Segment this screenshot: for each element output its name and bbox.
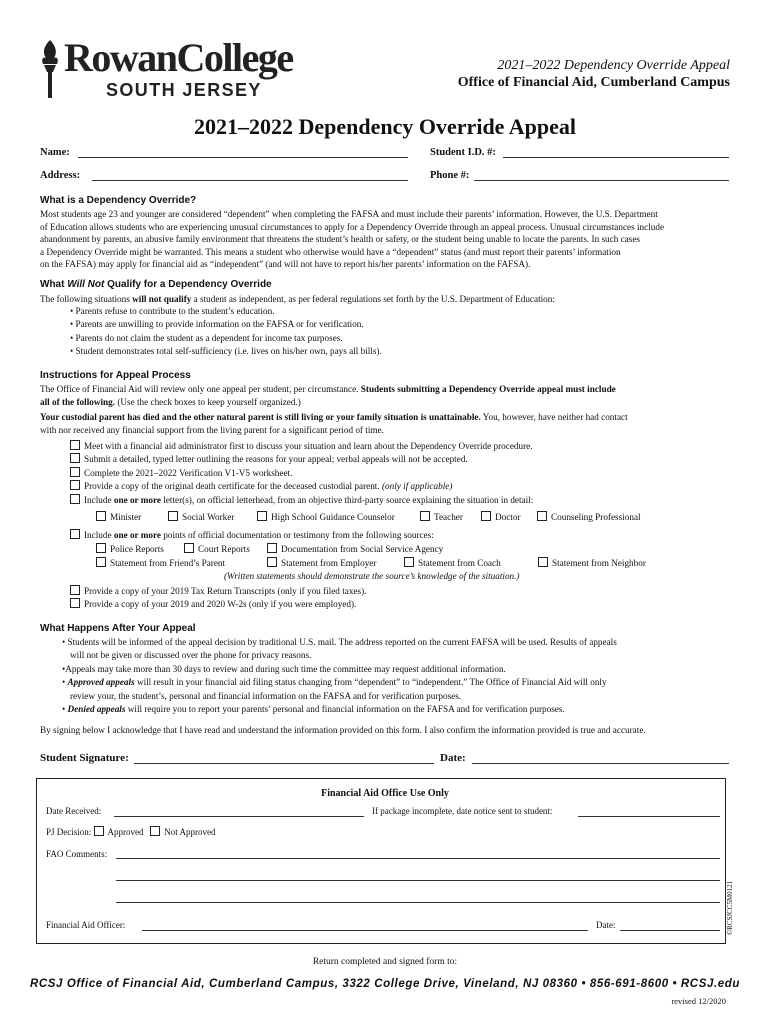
checkbox[interactable] — [70, 494, 80, 504]
list-item-cont: review your, the student’s, personal and financial information on the FAFSA and for verification purposes. — [70, 690, 462, 701]
checkbox[interactable] — [184, 543, 194, 553]
text-part: all of the following. — [40, 396, 116, 407]
list-item — [62, 703, 617, 716]
acknowledgement-text: By signing below I acknowledge that I have read and understand the information provided on this form. I also confirm the information provided is true and accurate. — [40, 725, 646, 735]
will-not-list — [70, 305, 382, 359]
text-part: will result in your financial aid filing status changing from “dependent” to “independent.” The Office of Financial Aid will only — [134, 677, 607, 688]
checkbox[interactable] — [257, 511, 267, 521]
section-heading-will-not — [40, 279, 272, 290]
intro-part: The following situations — [40, 294, 133, 304]
will-not-intro — [40, 293, 730, 306]
list-item: • Parents are unwilling to provide information on the FAFSA or for verification. — [70, 319, 364, 330]
comments-field[interactable] — [116, 880, 720, 881]
checkbox[interactable] — [267, 543, 277, 553]
logo-subtitle: SOUTH JERSEY — [106, 80, 262, 100]
doc-option — [404, 557, 501, 570]
doc-option — [96, 543, 164, 556]
header-office: Office of Financial Aid, Cumberland Campus — [457, 75, 730, 90]
checklist-item — [70, 480, 533, 493]
checklist-label: Provide a copy of your 2019 Tax Return Transcripts (only if you filed taxes). — [84, 586, 367, 596]
checklist-item — [70, 440, 533, 453]
source-label: Counseling Professional — [551, 512, 641, 522]
checkbox[interactable] — [70, 453, 80, 463]
phone-field[interactable] — [474, 180, 729, 181]
doc-label: Documentation from Social Service Agency — [281, 544, 444, 554]
comments-label: FAO Comments: — [46, 849, 108, 859]
text-part: • — [62, 704, 68, 715]
checklist-label: Submit a detailed, typed letter outlining the reasons for your appeal; verbal appeals will not be accepted. — [84, 454, 468, 465]
doc-label: Police Reports — [110, 544, 164, 554]
text-part: Include — [84, 530, 114, 540]
form-code: ©RCSJCC5M0121 — [726, 880, 734, 936]
list-item: • Student demonstrates total self-sufficiency (i.e. lives on his/her own, pays all bills). — [70, 346, 382, 357]
checklist-label: Meet with a financial aid administrator first to discuss your situation and learn about the Dependency Override procedure. — [84, 441, 533, 451]
incomplete-notice-field[interactable] — [578, 816, 720, 817]
pj-decision — [46, 826, 216, 837]
source-option — [168, 511, 234, 524]
what-is-line: of Education allows students who are experiencing unusual circumstances to apply for a Dependency Override through an appeal process. Unusual circumstances include — [40, 221, 665, 232]
page-title: 2021–2022 Dependency Override Appeal — [194, 114, 576, 139]
incomplete-notice-label: If package incomplete, date notice sent to student: — [372, 806, 553, 816]
return-instructions: Return completed and signed form to: — [312, 957, 458, 967]
signature-date-field[interactable] — [472, 763, 729, 764]
what-is-line: abandonment by parents, an abusive family environment that threatens the student’s health or safety, or the student being unable to locate the parents. In such cases — [40, 234, 640, 245]
checklist-item — [70, 585, 366, 598]
student-signature-field[interactable] — [134, 763, 434, 764]
intro-part: will not qualify — [132, 294, 192, 304]
doc-option — [538, 557, 646, 570]
list-item: • Students will be informed of the appeal decision by traditional U.S. mail. The address reported on the current FAFSA will be used. Results of appeals — [62, 637, 617, 647]
checkbox[interactable] — [70, 529, 80, 539]
what-is-line: Most students age 23 and younger are considered “dependent” when completing the FAFSA and must include their parents’ information. However, the U.S. Department — [40, 209, 658, 219]
source-label: High School Guidance Counselor — [271, 512, 395, 522]
checkbox[interactable] — [96, 557, 106, 567]
checkbox[interactable] — [420, 511, 430, 521]
source-option — [481, 511, 521, 524]
footer-address: RCSJ Office of Financial Aid, Cumberland Campus, 3322 College Drive, Vineland, NJ 08360 • 856-691-8600 • RCSJ.edu — [29, 978, 741, 990]
student-id-label: Student I.D. #: — [430, 147, 496, 158]
list-item-cont: will not be given or discussed over the phone for privacy reasons. — [70, 650, 312, 661]
text-part: Students submitting a Dependency Override appeal must include — [360, 384, 616, 394]
heading-part: Will Not — [67, 279, 105, 290]
checklist-item — [70, 494, 533, 507]
checklist-item — [70, 453, 533, 466]
checkbox[interactable] — [70, 598, 80, 608]
checklist — [70, 440, 533, 507]
text-part: • — [62, 677, 68, 688]
checkbox[interactable] — [404, 557, 414, 567]
what-is-line: on the FAFSA) may apply for financial aid as “independent” (and will not have to report his/her parents’ information on the FAFSA). — [40, 259, 531, 270]
not-approved-label: Not Approved — [164, 827, 216, 837]
checklist-item — [70, 529, 434, 542]
doc-option — [267, 557, 376, 570]
section-heading-after-appeal: What Happens After Your Appeal — [40, 623, 196, 634]
checklist-label: Provide a copy of the original death certificate for the deceased custodial parent. — [84, 481, 380, 492]
source-option — [537, 511, 641, 524]
instructions-line — [40, 396, 730, 409]
student-id-field[interactable] — [503, 157, 729, 158]
checkbox[interactable] — [70, 585, 80, 595]
source-label: Teacher — [434, 512, 463, 522]
source-label: Doctor — [495, 512, 521, 522]
checkbox[interactable] — [538, 557, 548, 567]
revision-date: revised 12/2020 — [671, 996, 726, 1006]
source-option — [420, 511, 463, 524]
source-option — [96, 511, 141, 524]
list-item: • Parents refuse to contribute to the student’s education. — [70, 306, 275, 316]
doc-label: Statement from Friend’s Parent — [110, 558, 226, 568]
instructions-text — [40, 383, 730, 436]
checkbox[interactable] — [168, 511, 178, 521]
what-is-line: a Dependency Override might be warranted. This means a student who otherwise would have a “dependent” status (and must report their parents’ information — [40, 246, 621, 257]
checklist-item — [70, 598, 366, 611]
heading-part: What — [40, 279, 68, 290]
list-item: •Appeals may take more than 30 days to review and during such time the committee may request additional information. — [62, 663, 506, 674]
text-part: letter(s), on official letterhead, from an objective third-party source explaining the situation in detail: — [160, 494, 534, 505]
checklist-label: Complete the 2021–2022 Verification V1-V5 worksheet. — [84, 467, 293, 478]
doc-label: Statement from Coach — [418, 558, 501, 568]
text-part: Include — [84, 494, 114, 505]
after-appeal-list — [62, 636, 617, 716]
text-part: You, however, have neither had contact — [480, 412, 628, 423]
label-text: Date — [440, 752, 462, 764]
office-date-field[interactable] — [620, 930, 720, 931]
doc-option — [267, 543, 443, 556]
officer-field[interactable] — [142, 930, 588, 931]
text-part: points of official documentation or testimony from the following sources: — [160, 530, 434, 540]
checkbox[interactable] — [70, 480, 80, 490]
section-heading-instructions: Instructions for Appeal Process — [40, 370, 191, 381]
doc-option — [184, 543, 250, 556]
date-received-field[interactable] — [114, 816, 364, 817]
phone-label: Phone #: — [430, 170, 470, 181]
header-form-title: 2021–2022 Dependency Override Appeal — [497, 58, 730, 73]
torch-icon — [38, 38, 62, 100]
office-date-label: Date: — [596, 920, 616, 930]
heading-part: Qualify for a Dependency Override — [104, 279, 272, 290]
source-option — [257, 511, 395, 524]
text-part: one or more — [113, 494, 161, 505]
checklist-item — [70, 467, 533, 480]
checklist-label: Provide a copy of your 2019 and 2020 W-2s (only if you were employed). — [84, 599, 357, 610]
section-heading-what-is: What is a Dependency Override? — [40, 195, 197, 206]
list-item: • Parents do not claim the student as a dependent for income tax purposes. — [70, 332, 343, 343]
text-part: Your custodial parent has died and the other natural parent is still living or your family situation is unattainable. — [40, 412, 481, 423]
office-use-box — [36, 778, 726, 944]
checklist-tax — [70, 585, 366, 612]
office-use-heading: Financial Aid Office Use Only — [321, 788, 449, 799]
source-label: Social Worker — [182, 512, 235, 522]
address-field[interactable] — [92, 180, 408, 181]
checkbox[interactable] — [70, 467, 80, 477]
checkbox[interactable] — [150, 826, 160, 836]
address-label: Address: — [40, 170, 81, 181]
intro-part: a student as independent, as per federal regulations set forth by the U.S. Department of Education: — [191, 294, 555, 304]
checkbox[interactable] — [267, 557, 277, 567]
officer-label: Financial Aid Officer: — [46, 920, 126, 930]
checkbox[interactable] — [96, 543, 106, 553]
header-block — [458, 58, 730, 91]
logo-name: RowanCollege — [64, 35, 293, 80]
checklist-note: (only if applicable) — [381, 481, 453, 492]
text-part: Approved appeals — [67, 677, 135, 688]
doc-option — [96, 557, 225, 570]
checkbox[interactable] — [70, 440, 80, 450]
instructions-line — [40, 383, 730, 396]
college-logo — [38, 36, 308, 102]
checkbox[interactable] — [537, 511, 547, 521]
checkbox[interactable] — [481, 511, 491, 521]
comments-field[interactable] — [116, 858, 720, 859]
signature-date-label: Date: — [440, 752, 466, 764]
approved-label: Approved — [107, 827, 144, 837]
text-part: The Office of Financial Aid will review only one appeal per student, per circumstance. — [40, 384, 361, 394]
comments-field[interactable] — [116, 902, 720, 903]
text-part: will require you to report your parents’ personal and financial information on the FAFSA and for verification purposes. — [125, 704, 565, 715]
instructions-line — [40, 411, 730, 424]
text-part: Denied appeals — [67, 704, 126, 715]
name-label: Name: — [40, 147, 70, 158]
instructions-line: with nor received any financial support from the living parent for a significant period of time. — [40, 424, 384, 435]
label-text: Student Signature — [40, 752, 126, 764]
checkbox[interactable] — [96, 511, 106, 521]
list-item — [62, 676, 617, 689]
docs-note: (Written statements should demonstrate the source’s knowledge of the situation.) — [224, 571, 520, 581]
date-received-label: Date Received: — [46, 806, 102, 816]
doc-label: Statement from Neighbor — [552, 558, 646, 568]
section-what-is-text — [40, 208, 730, 271]
text-part: one or more — [113, 530, 161, 540]
student-signature-label: Student Signature: — [40, 752, 129, 764]
doc-label: Court Reports — [198, 544, 250, 554]
pj-label: PJ Decision: — [46, 827, 92, 837]
name-field[interactable] — [78, 157, 408, 158]
text-part: (Use the check boxes to keep yourself organized.) — [115, 396, 301, 407]
doc-label: Statement from Employer — [281, 558, 377, 568]
source-label: Minister — [110, 512, 142, 522]
checkbox[interactable] — [94, 826, 104, 836]
